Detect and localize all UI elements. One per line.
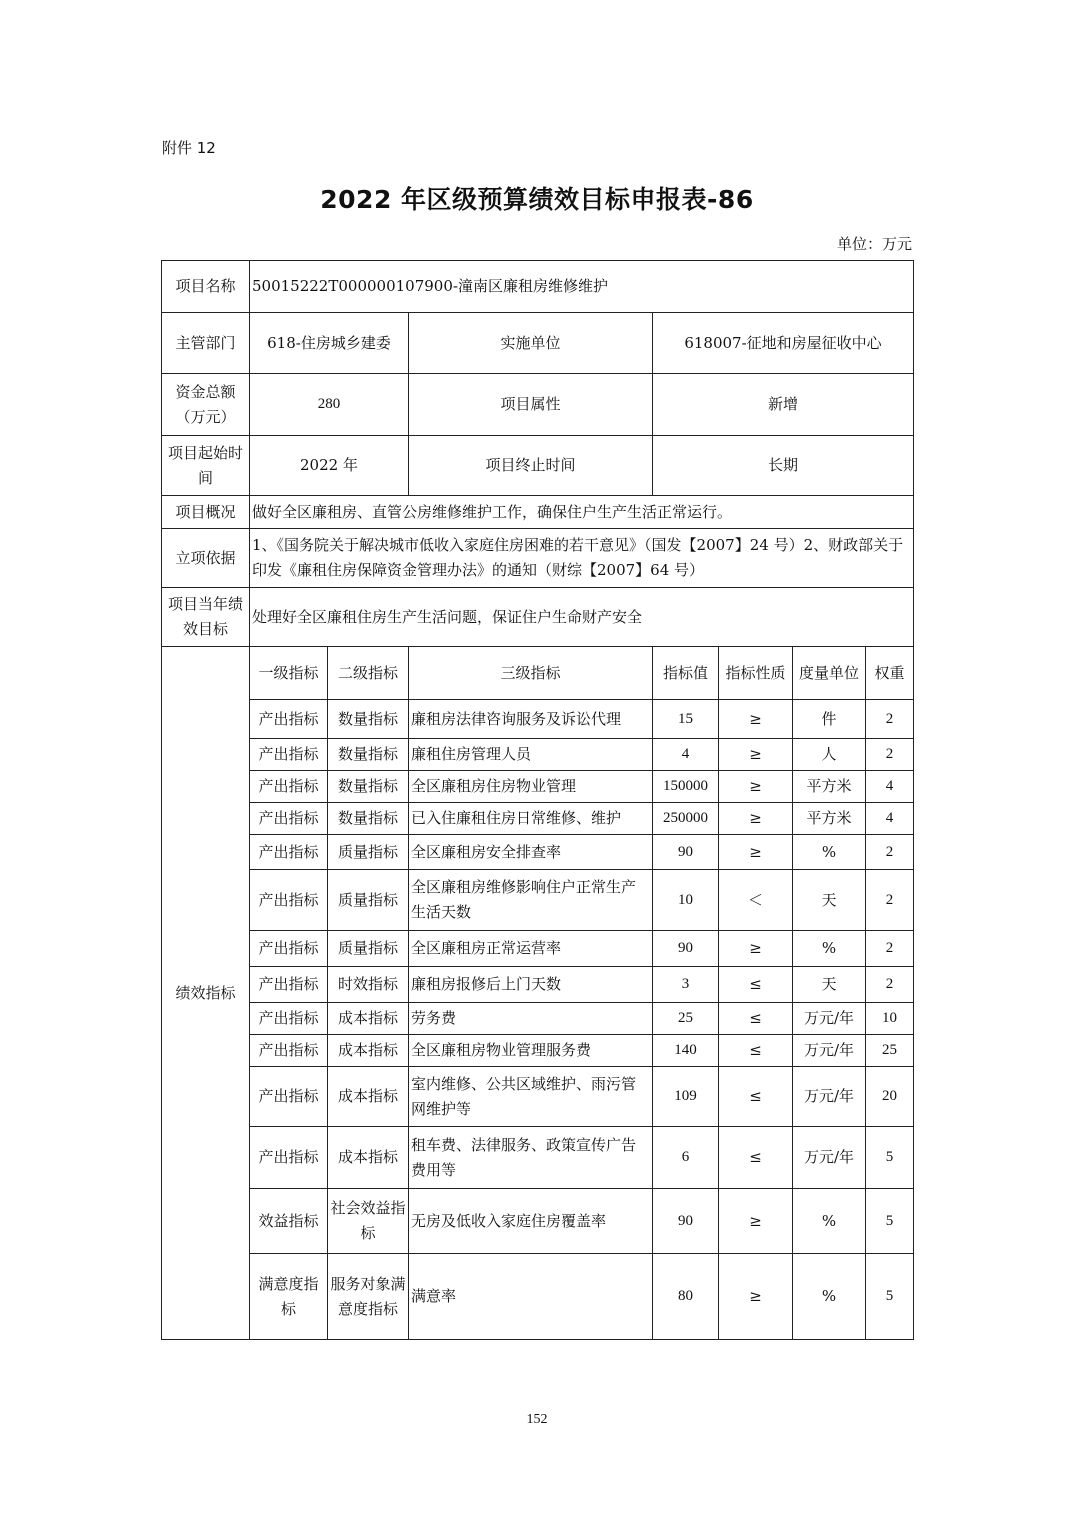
indicator-value: 10 — [653, 870, 719, 931]
indicator-nature: ≥ — [719, 931, 793, 967]
dept-label: 主管部门 — [162, 313, 250, 374]
table-row — [162, 1254, 914, 1340]
goal-label: 项目当年绩效目标 — [162, 588, 250, 647]
indicator-unit: 平方米 — [793, 771, 866, 803]
indicator-l1: 产出指标 — [250, 700, 328, 739]
indicator-nature: ≤ — [719, 967, 793, 1003]
indicator-unit: % — [793, 835, 866, 870]
indicator-weight: 25 — [866, 1035, 914, 1067]
indicator-nature: ≥ — [719, 1189, 793, 1254]
table-row — [162, 739, 914, 771]
indicator-l3: 劳务费 — [409, 1003, 653, 1035]
indicator-l3: 满意率 — [409, 1254, 653, 1340]
indicator-l3: 室内维修、公共区域维护、雨污管网维护等 — [409, 1067, 653, 1127]
indicator-l1: 产出指标 — [250, 1003, 328, 1035]
indicator-l2: 成本指标 — [328, 1067, 409, 1127]
impl-label: 实施单位 — [409, 313, 653, 374]
indicator-weight: 4 — [866, 771, 914, 803]
indicator-l2: 社会效益指标 — [328, 1189, 409, 1254]
table-row — [162, 835, 914, 870]
indicator-l2: 数量指标 — [328, 739, 409, 771]
header-l3: 三级指标 — [409, 647, 653, 700]
indicator-nature: ≤ — [719, 1067, 793, 1127]
indicator-l1: 产出指标 — [250, 967, 328, 1003]
attr-label: 项目属性 — [409, 374, 653, 436]
table-row — [162, 1067, 914, 1127]
indicator-l2: 质量指标 — [328, 931, 409, 967]
indicator-l1: 产出指标 — [250, 835, 328, 870]
indicator-value: 250000 — [653, 803, 719, 835]
indicator-weight: 2 — [866, 967, 914, 1003]
indicator-unit: 万元/年 — [793, 1003, 866, 1035]
indicator-weight: 2 — [866, 931, 914, 967]
indicator-l3: 廉租房报修后上门天数 — [409, 967, 653, 1003]
project-name-label: 项目名称 — [162, 261, 250, 313]
indicator-unit: 件 — [793, 700, 866, 739]
indicator-l2: 质量指标 — [328, 835, 409, 870]
row-overview — [162, 496, 914, 529]
indicator-value: 140 — [653, 1035, 719, 1067]
indicator-unit: % — [793, 1254, 866, 1340]
project-name-value: 50015222T000000107900-潼南区廉租房维修维护 — [250, 261, 914, 313]
indicator-l3: 廉租住房管理人员 — [409, 739, 653, 771]
indicators-section-label: 绩效指标 — [162, 647, 250, 1340]
indicator-unit: 万元/年 — [793, 1035, 866, 1067]
indicator-unit: 万元/年 — [793, 1067, 866, 1127]
attachment-label: 附件 12 — [162, 139, 216, 157]
indicator-nature: ≤ — [719, 1035, 793, 1067]
indicator-l1: 产出指标 — [250, 870, 328, 931]
start-label: 项目起始时间 — [162, 436, 250, 496]
indicator-unit: 天 — [793, 967, 866, 1003]
header-nature: 指标性质 — [719, 647, 793, 700]
table-row — [162, 931, 914, 967]
indicator-value: 150000 — [653, 771, 719, 803]
indicator-l1: 效益指标 — [250, 1189, 328, 1254]
indicator-weight: 5 — [866, 1127, 914, 1189]
indicator-nature: ≥ — [719, 1254, 793, 1340]
indicator-value: 3 — [653, 967, 719, 1003]
indicator-unit: 万元/年 — [793, 1127, 866, 1189]
indicator-l3: 全区廉租房物业管理服务费 — [409, 1035, 653, 1067]
indicator-weight: 2 — [866, 870, 914, 931]
indicator-unit: 平方米 — [793, 803, 866, 835]
indicator-l3: 全区廉租房正常运营率 — [409, 931, 653, 967]
start-value: 2022 年 — [250, 436, 409, 496]
indicator-nature: ＜ — [719, 870, 793, 931]
indicator-l1: 产出指标 — [250, 1127, 328, 1189]
overview-label: 项目概况 — [162, 496, 250, 529]
header-weight: 权重 — [866, 647, 914, 700]
table-row — [162, 870, 914, 931]
row-goal — [162, 588, 914, 647]
indicator-l3: 全区廉租房安全排查率 — [409, 835, 653, 870]
table-row — [162, 803, 914, 835]
row-basis — [162, 529, 914, 588]
indicator-value: 90 — [653, 835, 719, 870]
indicator-value: 25 — [653, 1003, 719, 1035]
dept-value: 618-住房城乡建委 — [250, 313, 409, 374]
indicator-nature: ≥ — [719, 803, 793, 835]
indicator-value: 90 — [653, 931, 719, 967]
indicator-l1: 产出指标 — [250, 1035, 328, 1067]
row-department — [162, 313, 914, 374]
end-value: 长期 — [653, 436, 914, 496]
indicator-weight: 2 — [866, 700, 914, 739]
indicator-nature: ≥ — [719, 771, 793, 803]
indicator-unit: 人 — [793, 739, 866, 771]
indicator-l2: 服务对象满意度指标 — [328, 1254, 409, 1340]
indicator-value: 6 — [653, 1127, 719, 1189]
indicator-l2: 数量指标 — [328, 803, 409, 835]
indicator-l3: 已入住廉租住房日常维修、维护 — [409, 803, 653, 835]
indicator-nature: ≤ — [719, 1003, 793, 1035]
unit-label: 单位：万元 — [836, 235, 912, 253]
table-row — [162, 700, 914, 739]
row-dates — [162, 436, 914, 496]
indicator-unit: 天 — [793, 870, 866, 931]
impl-value: 618007-征地和房屋征收中心 — [653, 313, 914, 374]
indicator-nature: ≥ — [719, 700, 793, 739]
indicator-nature: ≤ — [719, 1127, 793, 1189]
table-row — [162, 771, 914, 803]
indicator-l3: 无房及低收入家庭住房覆盖率 — [409, 1189, 653, 1254]
indicator-value: 90 — [653, 1189, 719, 1254]
budget-target-table — [161, 260, 914, 1340]
overview-value: 做好全区廉租房、直管公房维修维护工作，确保住户生产生活正常运行。 — [250, 496, 914, 529]
table-row — [162, 1035, 914, 1067]
indicator-l1: 产出指标 — [250, 739, 328, 771]
basis-value: 1、《国务院关于解决城市低收入家庭住房困难的若干意见》（国发【2007】24 号）2、财政部关于印发《廉租住房保障资金管理办法》的通知（财综【2007】64 号） — [250, 529, 914, 588]
indicator-nature: ≥ — [719, 739, 793, 771]
indicator-l1: 产出指标 — [250, 771, 328, 803]
indicator-weight: 5 — [866, 1189, 914, 1254]
table-row — [162, 967, 914, 1003]
indicator-l3: 全区廉租房维修影响住户正常生产生活天数 — [409, 870, 653, 931]
indicator-l2: 数量指标 — [328, 700, 409, 739]
indicator-unit: % — [793, 1189, 866, 1254]
indicator-l2: 成本指标 — [328, 1003, 409, 1035]
indicator-weight: 2 — [866, 739, 914, 771]
indicator-l1: 产出指标 — [250, 1067, 328, 1127]
row-project-name — [162, 261, 914, 313]
page-number: 152 — [526, 1412, 548, 1427]
indicator-weight: 4 — [866, 803, 914, 835]
indicator-l3: 全区廉租房住房物业管理 — [409, 771, 653, 803]
indicator-l3: 廉租房法律咨询服务及诉讼代理 — [409, 700, 653, 739]
indicator-l1: 产出指标 — [250, 803, 328, 835]
header-l1: 一级指标 — [250, 647, 328, 700]
page-title: 2022 年区级预算绩效目标申报表-86 — [320, 185, 754, 214]
fund-label: 资金总额（万元） — [162, 374, 250, 436]
basis-label: 立项依据 — [162, 529, 250, 588]
row-fund — [162, 374, 914, 436]
attr-value: 新增 — [653, 374, 914, 436]
indicator-value: 80 — [653, 1254, 719, 1340]
indicator-l1: 满意度指标 — [250, 1254, 328, 1340]
indicator-nature: ≥ — [719, 835, 793, 870]
indicator-l2: 数量指标 — [328, 771, 409, 803]
header-l2: 二级指标 — [328, 647, 409, 700]
table-row — [162, 1003, 914, 1035]
indicator-weight: 10 — [866, 1003, 914, 1035]
indicator-value: 109 — [653, 1067, 719, 1127]
end-label: 项目终止时间 — [409, 436, 653, 496]
indicator-header-row — [162, 647, 914, 700]
indicator-weight: 5 — [866, 1254, 914, 1340]
indicator-value: 15 — [653, 700, 719, 739]
header-value: 指标值 — [653, 647, 719, 700]
indicator-unit: % — [793, 931, 866, 967]
indicator-l1: 产出指标 — [250, 931, 328, 967]
indicator-l3: 租车费、法律服务、政策宣传广告费用等 — [409, 1127, 653, 1189]
table-row — [162, 1127, 914, 1189]
indicator-l2: 时效指标 — [328, 967, 409, 1003]
indicator-l2: 质量指标 — [328, 870, 409, 931]
indicator-value: 4 — [653, 739, 719, 771]
header-unit: 度量单位 — [793, 647, 866, 700]
indicator-weight: 2 — [866, 835, 914, 870]
fund-value: 280 — [250, 374, 409, 436]
goal-value: 处理好全区廉租住房生产生活问题，保证住户生命财产安全 — [250, 588, 914, 647]
indicator-l2: 成本指标 — [328, 1127, 409, 1189]
indicator-l2: 成本指标 — [328, 1035, 409, 1067]
indicator-weight: 20 — [866, 1067, 914, 1127]
table-row — [162, 1189, 914, 1254]
